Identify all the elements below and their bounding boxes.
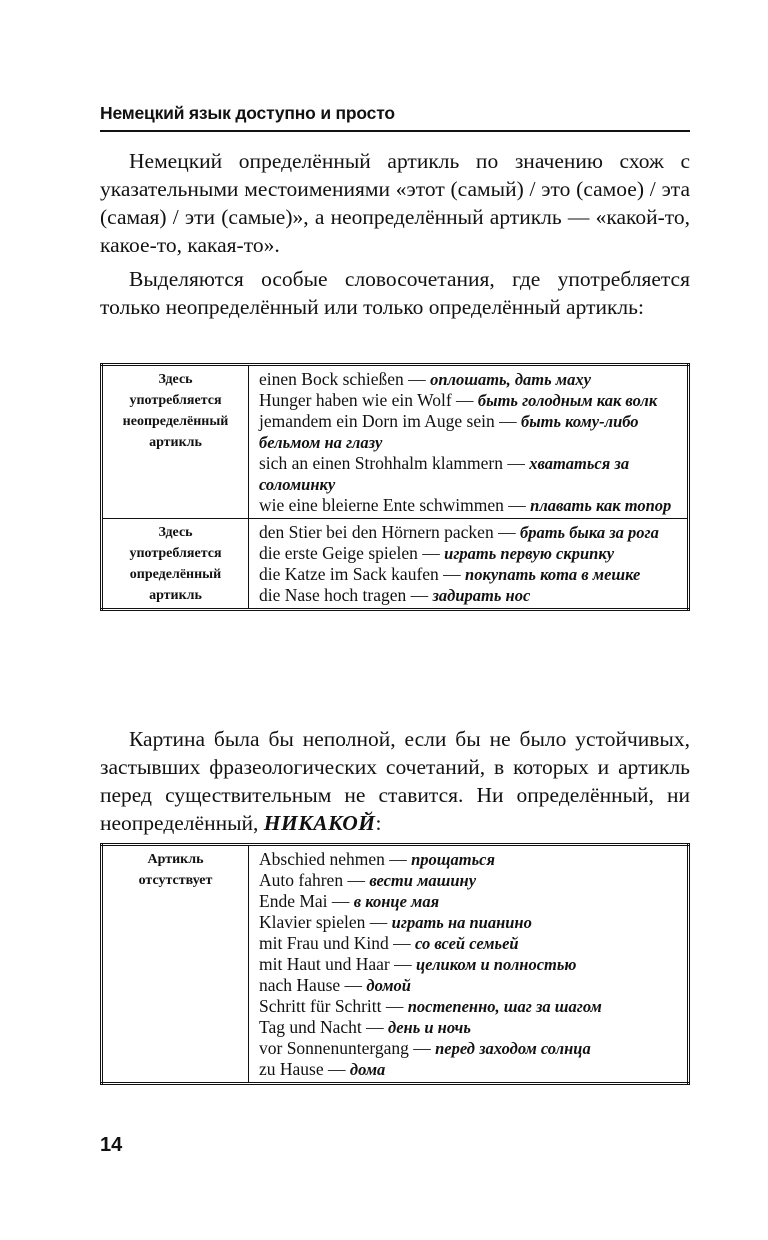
phrase-entry: Schritt für Schritt — постепенно, шаг за шагом [259,996,602,1016]
row-label-indefinite: Здесь употребляется неопределённый артикль [102,365,249,519]
running-header: Немецкий язык доступно и просто [100,103,690,132]
phrase-list-definite [249,519,689,610]
phrase-list-no-article [249,845,689,1084]
table-article-phrases [100,363,690,611]
paragraph-articles-meaning: Немецкий определённый артикль по значению схож с указательными местоимениями «этот (самый) / это (самое) / эта (самая) / эти (самые)», а неопределённый артикль — «какой-то, какое-то, какая-то». [100,149,690,257]
table-row [102,365,689,519]
phrase-entry: zu Hause — дома [259,1059,386,1079]
phrase-entry: Auto fahren — вести машину [259,870,477,890]
paragraph-no-article: Картина была бы неполной, если бы не было устойчивых, застывших фразеологических сочетаний, в которых и артикль перед существительным не ставится. Ни определённый, ни неопределённый, НИКАКОЙ: [100,727,690,835]
emphasis-nikakoi: НИКАКОЙ [263,811,376,835]
phrase-entry: mit Haut und Haar — целиком и полностью [259,954,577,974]
phrase-entry: Klavier spielen — играть на пианино [259,912,532,932]
phrase-entry: sich an einen Strohhalm klammern — хвататься за соломинку [259,453,630,494]
phrase-entry: die Nase hoch tragen — задирать нос [259,585,531,605]
phrase-entry: vor Sonnenuntergang — перед заходом солнца [259,1038,591,1058]
phrase-entry: Ende Mai — в конце мая [259,891,440,911]
phrase-entry: wie eine bleierne Ente schwimmen — плавать как топор [259,495,672,515]
phrase-entry: Abschied nehmen — прощаться [259,849,495,869]
phrase-entry: jemandem ein Dorn im Auge sein — быть кому-либо бельмом на глазу [259,411,639,452]
page-number: 14 [100,1134,123,1156]
phrase-entry: einen Bock schießen — оплошать, дать маху [259,369,591,389]
phrase-entry: die erste Geige spielen — играть первую скрипку [259,543,615,563]
phrase-entry: mit Frau und Kind — со всей семьей [259,933,519,953]
table-no-article-phrases [100,843,690,1085]
phrase-entry: die Katze im Sack kaufen — покупать кота в мешке [259,564,641,584]
table-row [102,845,689,1084]
paragraph-special-phrases: Выделяются особые словосочетания, где употребляется только неопределённый или только определённый артикль: [100,267,690,319]
phrase-list-indefinite [249,365,689,519]
row-label-definite: Здесь употребляется определённый артикль [102,519,249,610]
table-row [102,519,689,610]
phrase-entry: Tag und Nacht — день и ночь [259,1017,471,1037]
row-label-no-article: Артикль отсутствует [102,845,249,1084]
phrase-entry: den Stier bei den Hörnern packen — брать быка за рога [259,522,659,542]
phrase-entry: nach Hause — домой [259,975,411,995]
phrase-entry: Hunger haben wie ein Wolf — быть голодным как волк [259,390,658,410]
